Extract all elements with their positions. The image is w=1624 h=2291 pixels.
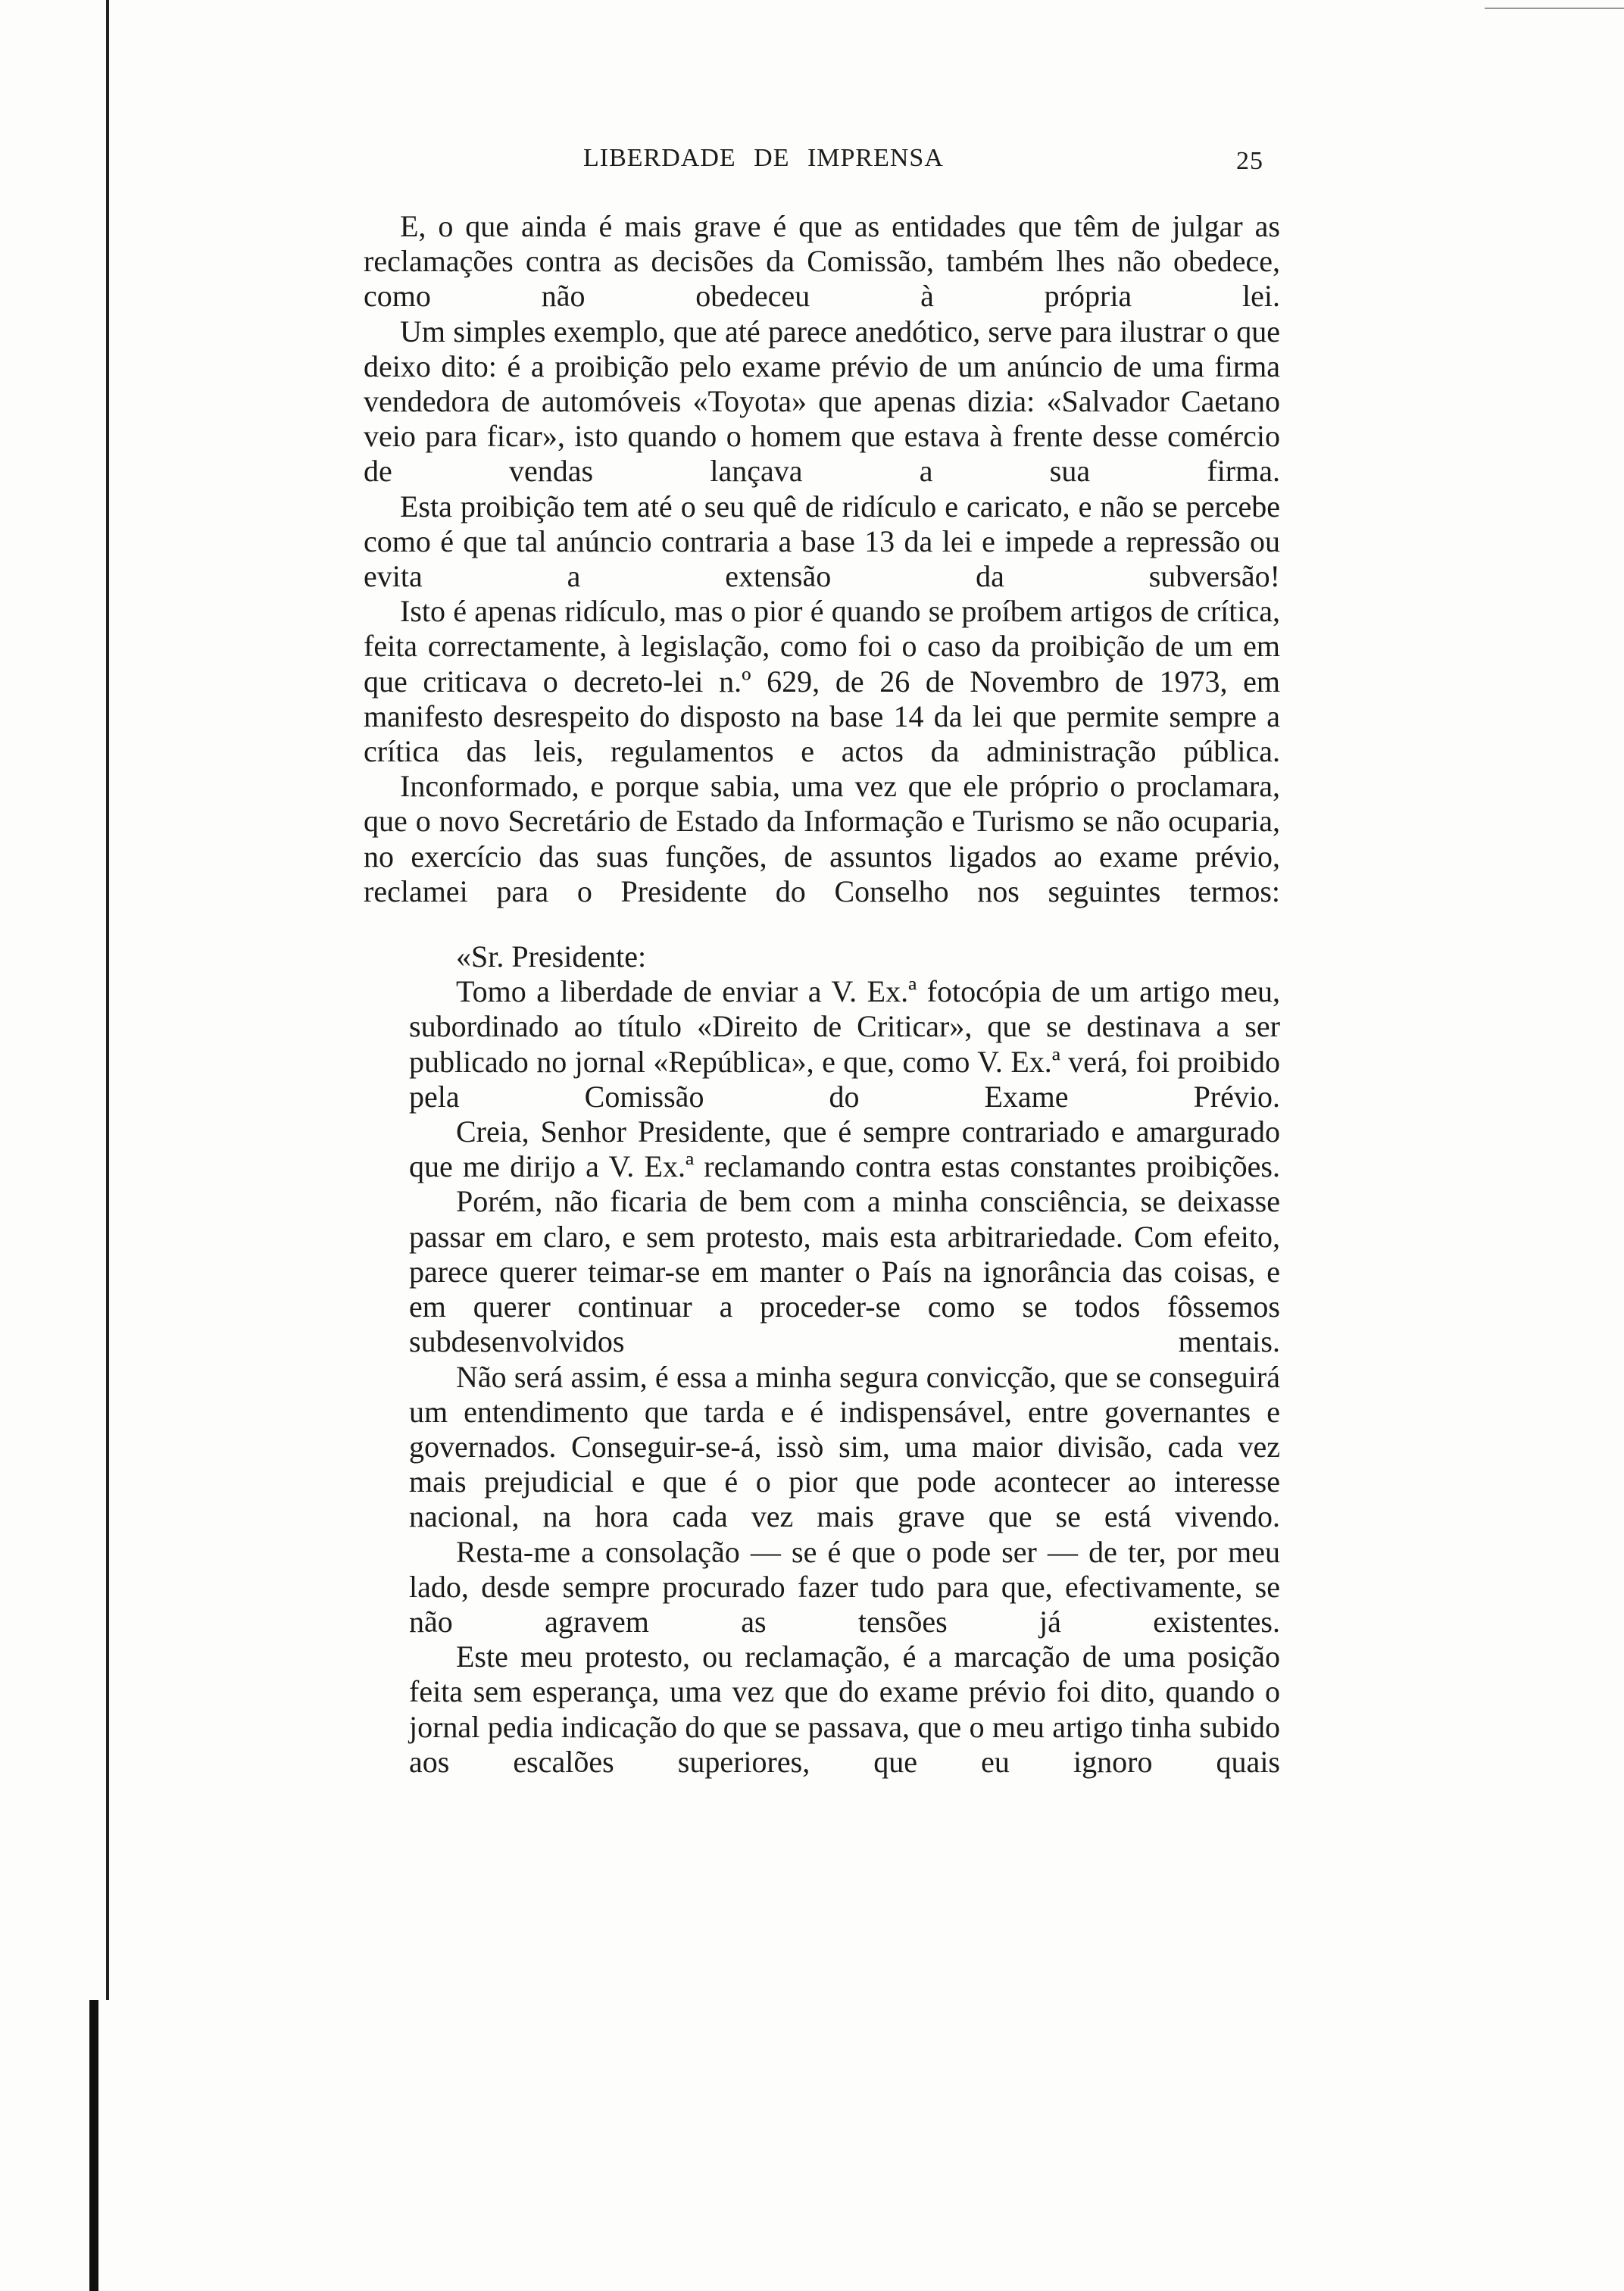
letter-paragraph: Resta-me a consolação — se é que o pode ser — de ter, por meu lado, desde sempre procurado fazer tudo para que, efectivamente, se não agravem as tensões já existentes. — [409, 1534, 1280, 1639]
paragraph: Inconformado, e porque sabia, uma vez que ele próprio o proclamara, que o novo Secretário de Estado da Informação e Turismo se não ocuparia, no exercício das suas funções, de assuntos ligados ao exame prévio, reclamei para o Presidente do Conselho nos seguintes termos: — [364, 769, 1280, 908]
letter-paragraph: Tomo a liberdade de enviar a V. Ex.ª fotocópia de um artigo meu, subordinado ao título «Direito de Criticar», que se destinava a ser publicado no jornal «República», e que, como V. Ex.ª verá, foi proibido pela Comissão do Exame Prévio. — [409, 974, 1280, 1114]
paragraph: Isto é apenas ridículo, mas o pior é quando se proíbem artigos de crítica, feita correctamente, à legislação, como foi o caso da proibição de um em que criticava o decreto-lei n.º 629, de 26 de Novembro de 1973, em manifesto desrespeito do disposto na base 14 da lei que permite sempre a crítica das leis, regulamentos e actos da administração pública. — [364, 594, 1280, 769]
letter-salutation: «Sr. Presidente: — [456, 939, 647, 974]
paragraph: Esta proibição tem até o seu quê de ridículo e caricato, e não se percebe como é que tal anúncio contraria a base 13 da lei e impede a repressão ou evita a extensão da subversão! — [364, 489, 1280, 594]
scan-edge-binding — [89, 2000, 98, 2291]
paragraph: Um simples exemplo, que até parece anedótico, serve para ilustrar o que deixo dito: é a proibição pelo exame prévio de um anúncio de uma firma vendedora de automóveis «Toyota» que apenas dizia: «Salvador Caetano veio para ficar», isto quando o homem que estava à frente desse comércio de vendas lançava a sua firma. — [364, 314, 1280, 489]
letter-paragraph: Não será assim, é essa a minha segura convicção, que se conseguirá um entendimento que tarda e é indispensável, entre governantes e governados. Conseguir-se-á, issò sim, uma maior divisão, cada vez mais prejudicial e que é o pior que pode acontecer ao interesse nacional, na hora cada vez mais grave que se está vivendo. — [409, 1359, 1280, 1534]
letter-paragraph: Creia, Senhor Presidente, que é sempre contrariado e amargurado que me dirijo a V. Ex.ª reclamando contra estas constantes proibições. — [409, 1114, 1280, 1184]
page-body — [364, 209, 1280, 1780]
paragraph: E, o que ainda é mais grave é que as entidades que têm de julgar as reclamações contra as decisões da Comissão, também lhes não obedece, como não obedeceu à própria lei. — [364, 209, 1280, 314]
page-header — [364, 144, 1280, 189]
book-page — [364, 144, 1280, 1780]
page-number: 25 — [1236, 147, 1263, 175]
scan-edge-left — [106, 0, 109, 2000]
quoted-letter — [364, 939, 1280, 1780]
letter-paragraph: Porém, não ficaria de bem com a minha consciência, se deixasse passar em claro, e sem protesto, mais esta arbitrariedade. Com efeito, parece querer teimar-se em manter o País na ignorância das coisas, e em querer continuar a proceder-se como se todos fôssemos subdesenvolvidos mentais. — [409, 1184, 1280, 1359]
letter-paragraph: Este meu protesto, ou reclamação, é a marcação de uma posição feita sem esperança, uma vez que do exame prévio foi dito, quando o jornal pedia indicação do que se passava, que o meu artigo tinha subido aos escalões superiores, que eu ignoro quais — [409, 1639, 1280, 1779]
scan-edge-top — [1485, 8, 1624, 9]
running-title: LIBERDADE DE IMPRENSA — [583, 144, 944, 172]
